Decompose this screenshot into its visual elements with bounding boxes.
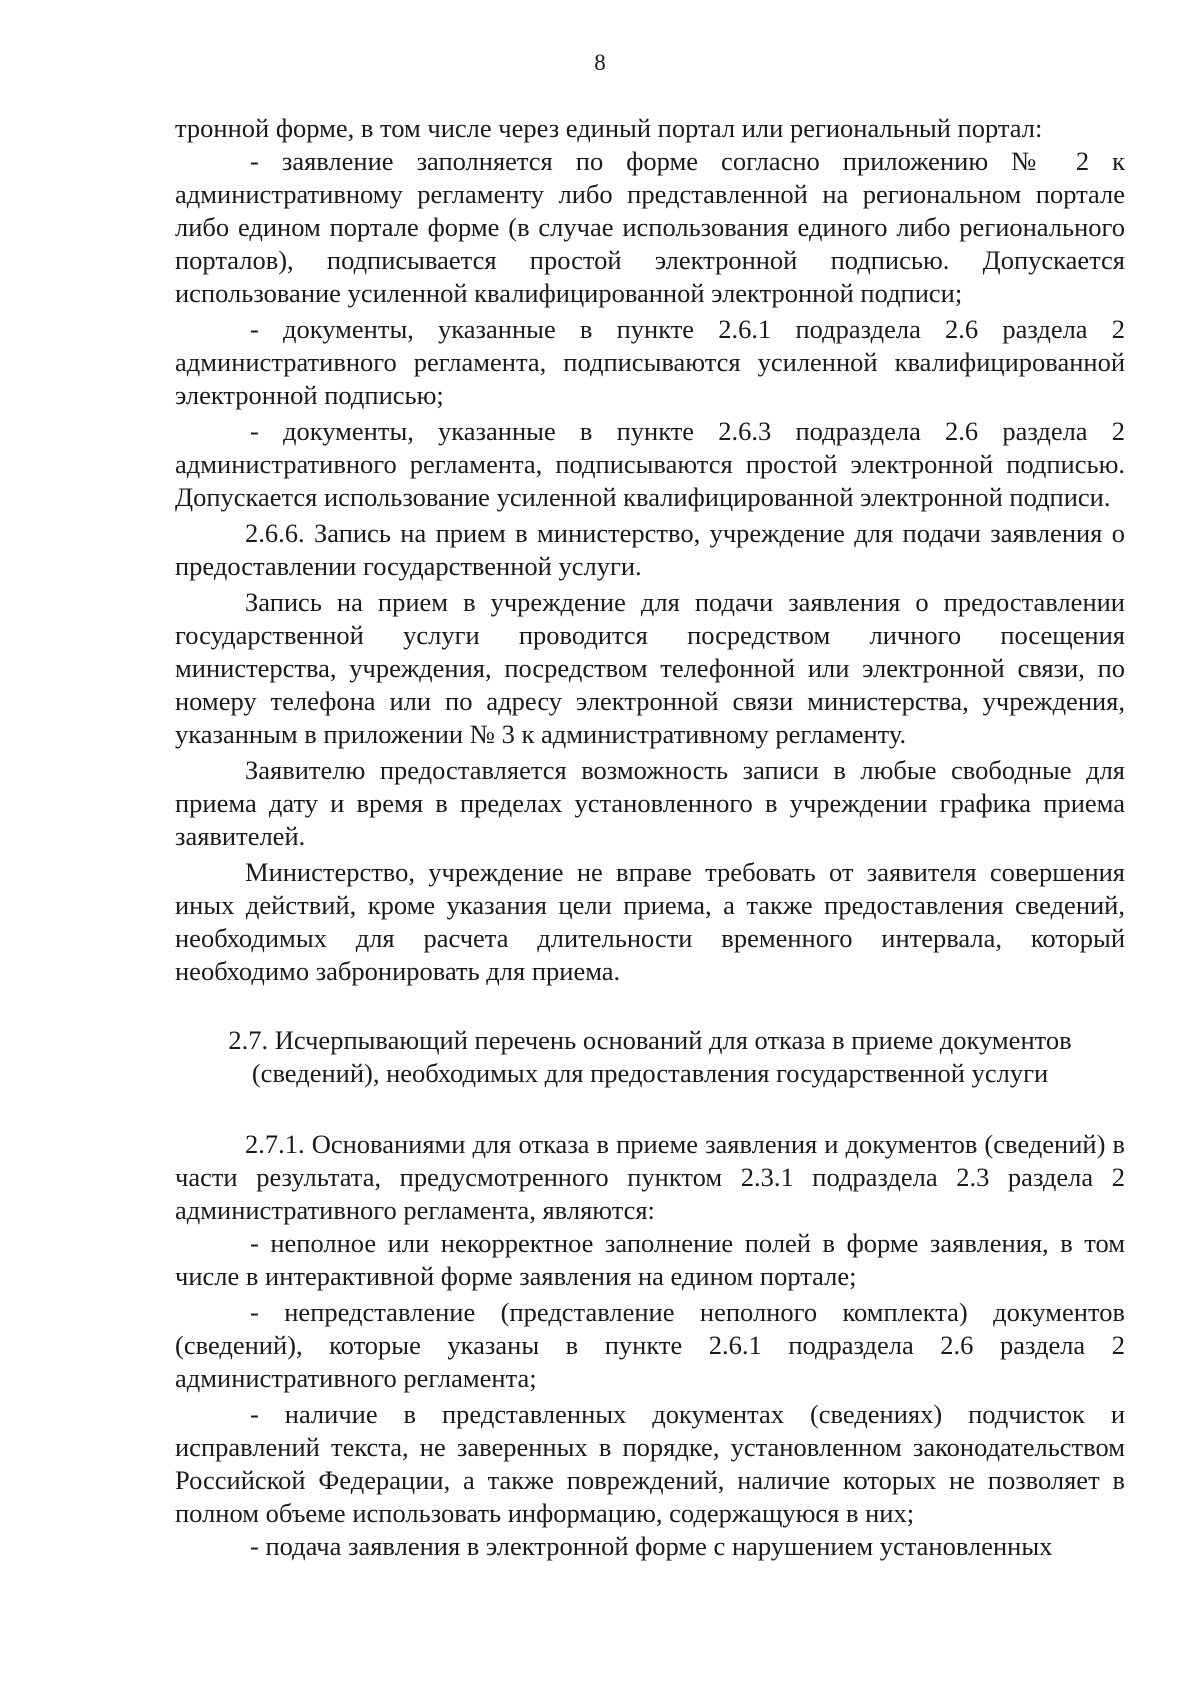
paragraph: Запись на прием в учреждение для подачи заявления о предоставлении государственной услуги проводится посредством личного посещения министерства, учреждения, посредством телефонной или электронной связи, по номеру телефона или по адресу электронной связи министерства, учреждения, указанным в приложении № 3 к административному регламенту. xyxy=(175,587,1125,749)
list-item: - наличие в представленных документах (сведениях) подчисток и исправлений текста, не заверенных в порядке, установленном законодательством Российской Федерации, а также повреждений, наличие которых не позволяет в полном объеме использовать информацию, содержащуюся в них; xyxy=(175,1399,1125,1528)
paragraph: Заявителю предоставляется возможность записи в любые свободные для приема дату и время в пределах установленного в учреждении графика приема заявителей. xyxy=(175,755,1125,851)
page-number: 8 xyxy=(594,50,606,75)
paragraph: 2.6.6. Запись на прием в министерство, учреждение для подачи заявления о предоставлении государственной услуги. xyxy=(175,518,1125,581)
document-body xyxy=(175,112,1125,1563)
list-item: - документы, указанные в пункте 2.6.1 подраздела 2.6 раздела 2 административного регламента, подписываются усиленной квалифицированной электронной подписью; xyxy=(175,314,1125,410)
list-item: - непредставление (представление неполного комплекта) документов (сведений), которые указаны в пункте 2.6.1 подраздела 2.6 раздела 2 административного регламента; xyxy=(175,1297,1125,1393)
paragraph: 2.7.1. Основаниями для отказа в приеме заявления и документов (сведений) в части результата, предусмотренного пунктом 2.3.1 подраздела 2.3 раздела 2 административного регламента, являются: xyxy=(175,1129,1125,1225)
list-item: - неполное или некорректное заполнение полей в форме заявления, в том числе в интерактивной форме заявления на едином портале; xyxy=(175,1228,1125,1291)
list-item: - заявление заполняется по форме согласно приложению № 2 к административному регламенту либо представленной на региональном портале либо едином портале форме (в случае использования единого либо регионального порталов), подписывается простой электронной подписью. Допускается использование усиленной квалифицированной электронной подписи; xyxy=(175,146,1125,308)
paragraph: Министерство, учреждение не вправе требовать от заявителя совершения иных действий, кроме указания цели приема, а также предоставления сведений, необходимых для расчета длительности временного интервала, который необходимо забронировать для приема. xyxy=(175,857,1125,986)
list-item: - подача заявления в электронной форме с нарушением установленных xyxy=(250,1531,1053,1561)
list-item: - документы, указанные в пункте 2.6.3 подраздела 2.6 раздела 2 административного регламента, подписываются простой электронной подписью. Допускается использование усиленной квалифицированной электронной подписи. xyxy=(175,416,1125,512)
section-heading: 2.7. Исчерпывающий перечень оснований для отказа в приеме документов (сведений), необходимых для предоставления государственной услуги xyxy=(228,1025,1072,1088)
paragraph: тронной форме, в том числе через единый портал или региональный портал: xyxy=(175,113,1043,143)
